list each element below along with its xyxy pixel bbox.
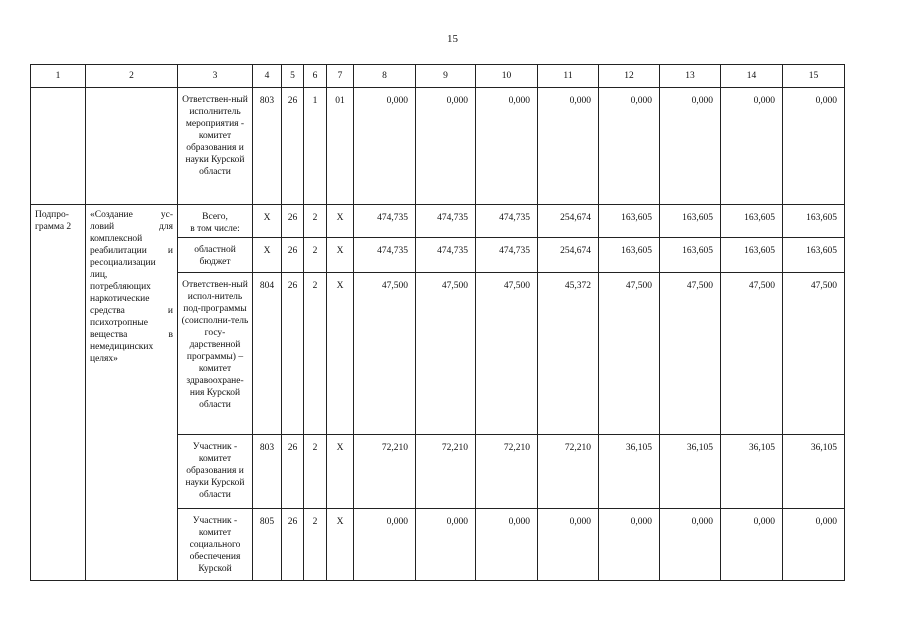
value-cell: 72,210: [476, 435, 538, 509]
value-cell: 47,500: [354, 273, 416, 435]
header-cell: 14: [721, 65, 783, 88]
code-cell: 1: [304, 88, 327, 205]
value-cell: 47,500: [721, 273, 783, 435]
value-cell: 36,105: [660, 435, 721, 509]
value-cell: 0,000: [660, 509, 721, 581]
executor-cell: Ответствен-ный исполнитель мероприятия - комитет образования и науки Курской области: [178, 88, 253, 205]
value-cell: 0,000: [538, 509, 599, 581]
code-cell: 2: [304, 509, 327, 581]
code-cell: 2: [304, 238, 327, 273]
value-cell: 474,735: [476, 238, 538, 273]
value-cell: 163,605: [660, 238, 721, 273]
budget-table: [30, 64, 845, 581]
header-row: [31, 65, 845, 88]
header-cell: 9: [416, 65, 476, 88]
code-cell: 01: [327, 88, 354, 205]
value-cell: 36,105: [721, 435, 783, 509]
value-cell: 0,000: [599, 88, 660, 205]
subprogram-name-line: лиц,: [90, 270, 108, 280]
value-cell: 0,000: [783, 509, 845, 581]
value-cell: 0,000: [721, 88, 783, 205]
code-cell: Х: [327, 205, 354, 238]
value-cell: 163,605: [783, 238, 845, 273]
header-cell: 2: [86, 65, 178, 88]
empty-cell: [86, 88, 178, 205]
value-cell: 474,735: [354, 238, 416, 273]
value-cell: 474,735: [416, 238, 476, 273]
value-cell: 0,000: [783, 88, 845, 205]
header-cell: 3: [178, 65, 253, 88]
code-cell: 804: [253, 273, 282, 435]
value-cell: 254,674: [538, 238, 599, 273]
value-cell: 0,000: [476, 509, 538, 581]
value-cell: 45,372: [538, 273, 599, 435]
header-cell: 12: [599, 65, 660, 88]
table-row: [31, 205, 845, 238]
header-cell: 1: [31, 65, 86, 88]
code-cell: Х: [253, 238, 282, 273]
code-cell: Х: [253, 205, 282, 238]
header-cell: 7: [327, 65, 354, 88]
value-cell: 0,000: [538, 88, 599, 205]
subprogram-name: [86, 205, 178, 581]
subprogram-name-line: ресоциализации: [90, 258, 156, 268]
table-row: [31, 88, 845, 205]
subprogram-name-line: потребляющих: [90, 282, 151, 292]
value-cell: 72,210: [538, 435, 599, 509]
value-cell: 163,605: [721, 205, 783, 238]
value-cell: 47,500: [416, 273, 476, 435]
value-cell: 163,605: [599, 238, 660, 273]
subprogram-name-line: ловий для: [90, 222, 173, 232]
header-cell: 4: [253, 65, 282, 88]
value-cell: 0,000: [721, 509, 783, 581]
value-cell: 474,735: [354, 205, 416, 238]
value-cell: 163,605: [660, 205, 721, 238]
value-cell: 72,210: [416, 435, 476, 509]
subprogram-name-line: средства и: [90, 306, 173, 316]
subprogram-name-line: наркотические: [90, 294, 150, 304]
subprogram-name-line: целях»: [90, 354, 118, 364]
code-cell: Х: [327, 509, 354, 581]
value-cell: 47,500: [783, 273, 845, 435]
value-cell: 0,000: [416, 88, 476, 205]
subprogram-name-line: психотропные: [90, 318, 148, 328]
value-cell: 474,735: [476, 205, 538, 238]
header-cell: 6: [304, 65, 327, 88]
value-cell: 72,210: [354, 435, 416, 509]
executor-cell: Участник - комитет социального обеспечения Курской: [178, 509, 253, 581]
code-cell: Х: [327, 238, 354, 273]
code-cell: 26: [282, 238, 304, 273]
code-cell: 805: [253, 509, 282, 581]
code-cell: 26: [282, 509, 304, 581]
executor-cell: Ответствен-ный испол-нитель под-программы (соисполни-тель госу-дарственной программы) – комитет здравоохране-ния Курской области: [178, 273, 253, 435]
value-cell: 47,500: [476, 273, 538, 435]
code-cell: 26: [282, 273, 304, 435]
value-cell: 0,000: [476, 88, 538, 205]
header-cell: 15: [783, 65, 845, 88]
code-cell: 26: [282, 435, 304, 509]
code-cell: 2: [304, 273, 327, 435]
value-cell: 47,500: [660, 273, 721, 435]
code-cell: 803: [253, 435, 282, 509]
page-number: 15: [447, 33, 458, 45]
subprogram-name-line: реабилитации и: [90, 246, 173, 256]
value-cell: 0,000: [354, 509, 416, 581]
value-cell: 47,500: [599, 273, 660, 435]
value-cell: 163,605: [599, 205, 660, 238]
subprogram-name-line: вещества в: [90, 330, 173, 340]
value-cell: 0,000: [416, 509, 476, 581]
executor-cell: областной бюджет: [178, 238, 253, 273]
header-cell: 5: [282, 65, 304, 88]
subprogram-name-line: комплексной: [90, 234, 143, 244]
value-cell: 163,605: [783, 205, 845, 238]
code-cell: 26: [282, 205, 304, 238]
code-cell: 803: [253, 88, 282, 205]
value-cell: 474,735: [416, 205, 476, 238]
value-cell: 36,105: [783, 435, 845, 509]
subprogram-label: Подпро-грамма 2: [31, 205, 86, 581]
header-cell: 8: [354, 65, 416, 88]
subprogram-name-line: «Создание ус-: [90, 210, 173, 220]
code-cell: 2: [304, 435, 327, 509]
code-cell: 2: [304, 205, 327, 238]
code-cell: Х: [327, 273, 354, 435]
executor-cell: Всего, в том числе:: [178, 205, 253, 238]
header-cell: 11: [538, 65, 599, 88]
value-cell: 254,674: [538, 205, 599, 238]
subprogram-name-line: немедицинских: [90, 342, 154, 352]
value-cell: 0,000: [660, 88, 721, 205]
code-cell: 26: [282, 88, 304, 205]
value-cell: 36,105: [599, 435, 660, 509]
code-cell: Х: [327, 435, 354, 509]
header-cell: 10: [476, 65, 538, 88]
value-cell: 0,000: [354, 88, 416, 205]
executor-cell: Участник - комитет образования и науки Курской области: [178, 435, 253, 509]
value-cell: 163,605: [721, 238, 783, 273]
value-cell: 0,000: [599, 509, 660, 581]
empty-cell: [31, 88, 86, 205]
header-cell: 13: [660, 65, 721, 88]
